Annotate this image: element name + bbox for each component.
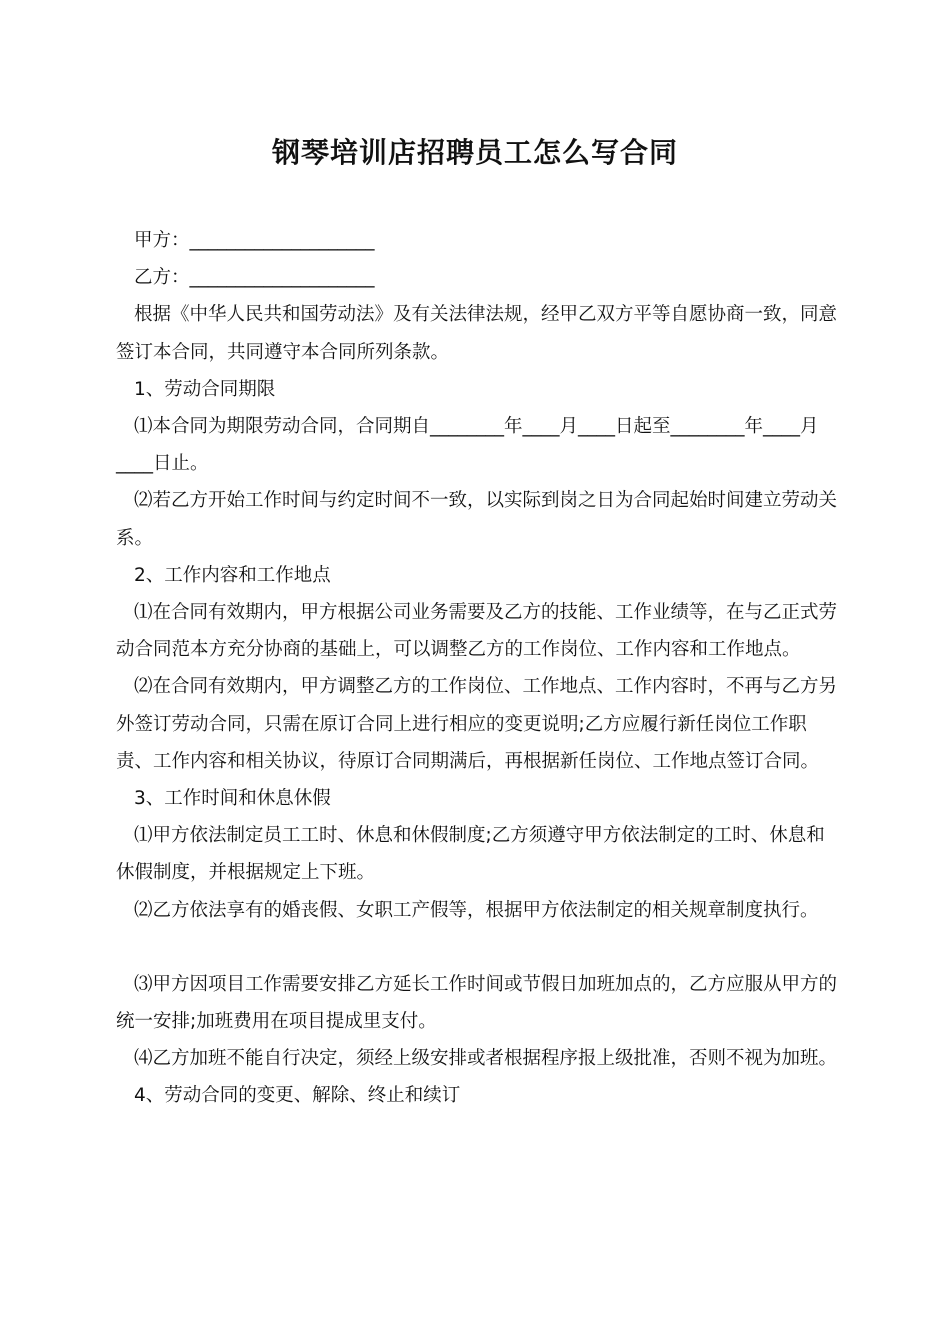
document-title: 钢琴培训店招聘员工怎么写合同 <box>271 136 678 169</box>
clause-1-2: ⑵若乙方开始工作时间与约定时间不一致，以实际到岗之日为合同起始时间建立劳动关系。 <box>116 490 838 549</box>
clause-3-3: ⑶甲方因项目工作需要安排乙方延长工作时间或节假日加班加点的，乙方应服从甲方的统一安排;加班费用在项目提成里支付。 <box>116 973 838 1033</box>
preamble-paragraph: 根据《中华人民共和国劳动法》及有关法律法规，经甲乙双方平等自愿协商一致，同意签订本合同，共同遵守本合同所列条款。 <box>116 304 838 363</box>
section-heading-4: 4、劳动合同的变更、解除、终止和续订 <box>134 1085 461 1107</box>
paragraph-gap <box>116 929 842 966</box>
section-heading-3: 3、工作时间和休息休假 <box>134 788 331 810</box>
clause-3-2: ⑵乙方依法享有的婚丧假、女职工产假等，根据甲方依法制定的相关规章制度执行。 <box>134 899 819 921</box>
clause-3-4: ⑷乙方加班不能自行决定，须经上级安排或者根据程序报上级批准，否则不视为加班。 <box>134 1048 838 1070</box>
section-heading-1: 1、劳动合同期限 <box>134 378 276 400</box>
clause-3-1: ⑴甲方依法制定员工工时、休息和休假制度;乙方须遵守甲方依法制定的工时、休息和休假制度，并根据规定上下班。 <box>116 825 825 884</box>
party-b-line: 乙方：____________________ <box>134 267 375 289</box>
party-a-line: 甲方：____________________ <box>134 230 375 251</box>
section-heading-2: 2、工作内容和工作地点 <box>134 564 331 586</box>
document-body <box>116 222 842 1115</box>
clause-1-1: ⑴本合同为期限劳动合同，合同期自________年____月____日起至________年____月____日止。 <box>116 416 819 475</box>
clause-2-1: ⑴在合同有效期内，甲方根据公司业务需要及乙方的技能、工作业绩等，在与乙正式劳动合同范本方充分协商的基础上，可以调整乙方的工作岗位、工作内容和工作地点。 <box>116 602 838 661</box>
clause-2-2: ⑵在合同有效期内，甲方调整乙方的工作岗位、工作地点、工作内容时，不再与乙方另外签订劳动合同，只需在原订合同上进行相应的变更说明;乙方应履行新任岗位工作职责、工作内容和相关协议，待原订合同期满后，再根据新任岗位、工作地点签订合同。 <box>116 676 838 772</box>
